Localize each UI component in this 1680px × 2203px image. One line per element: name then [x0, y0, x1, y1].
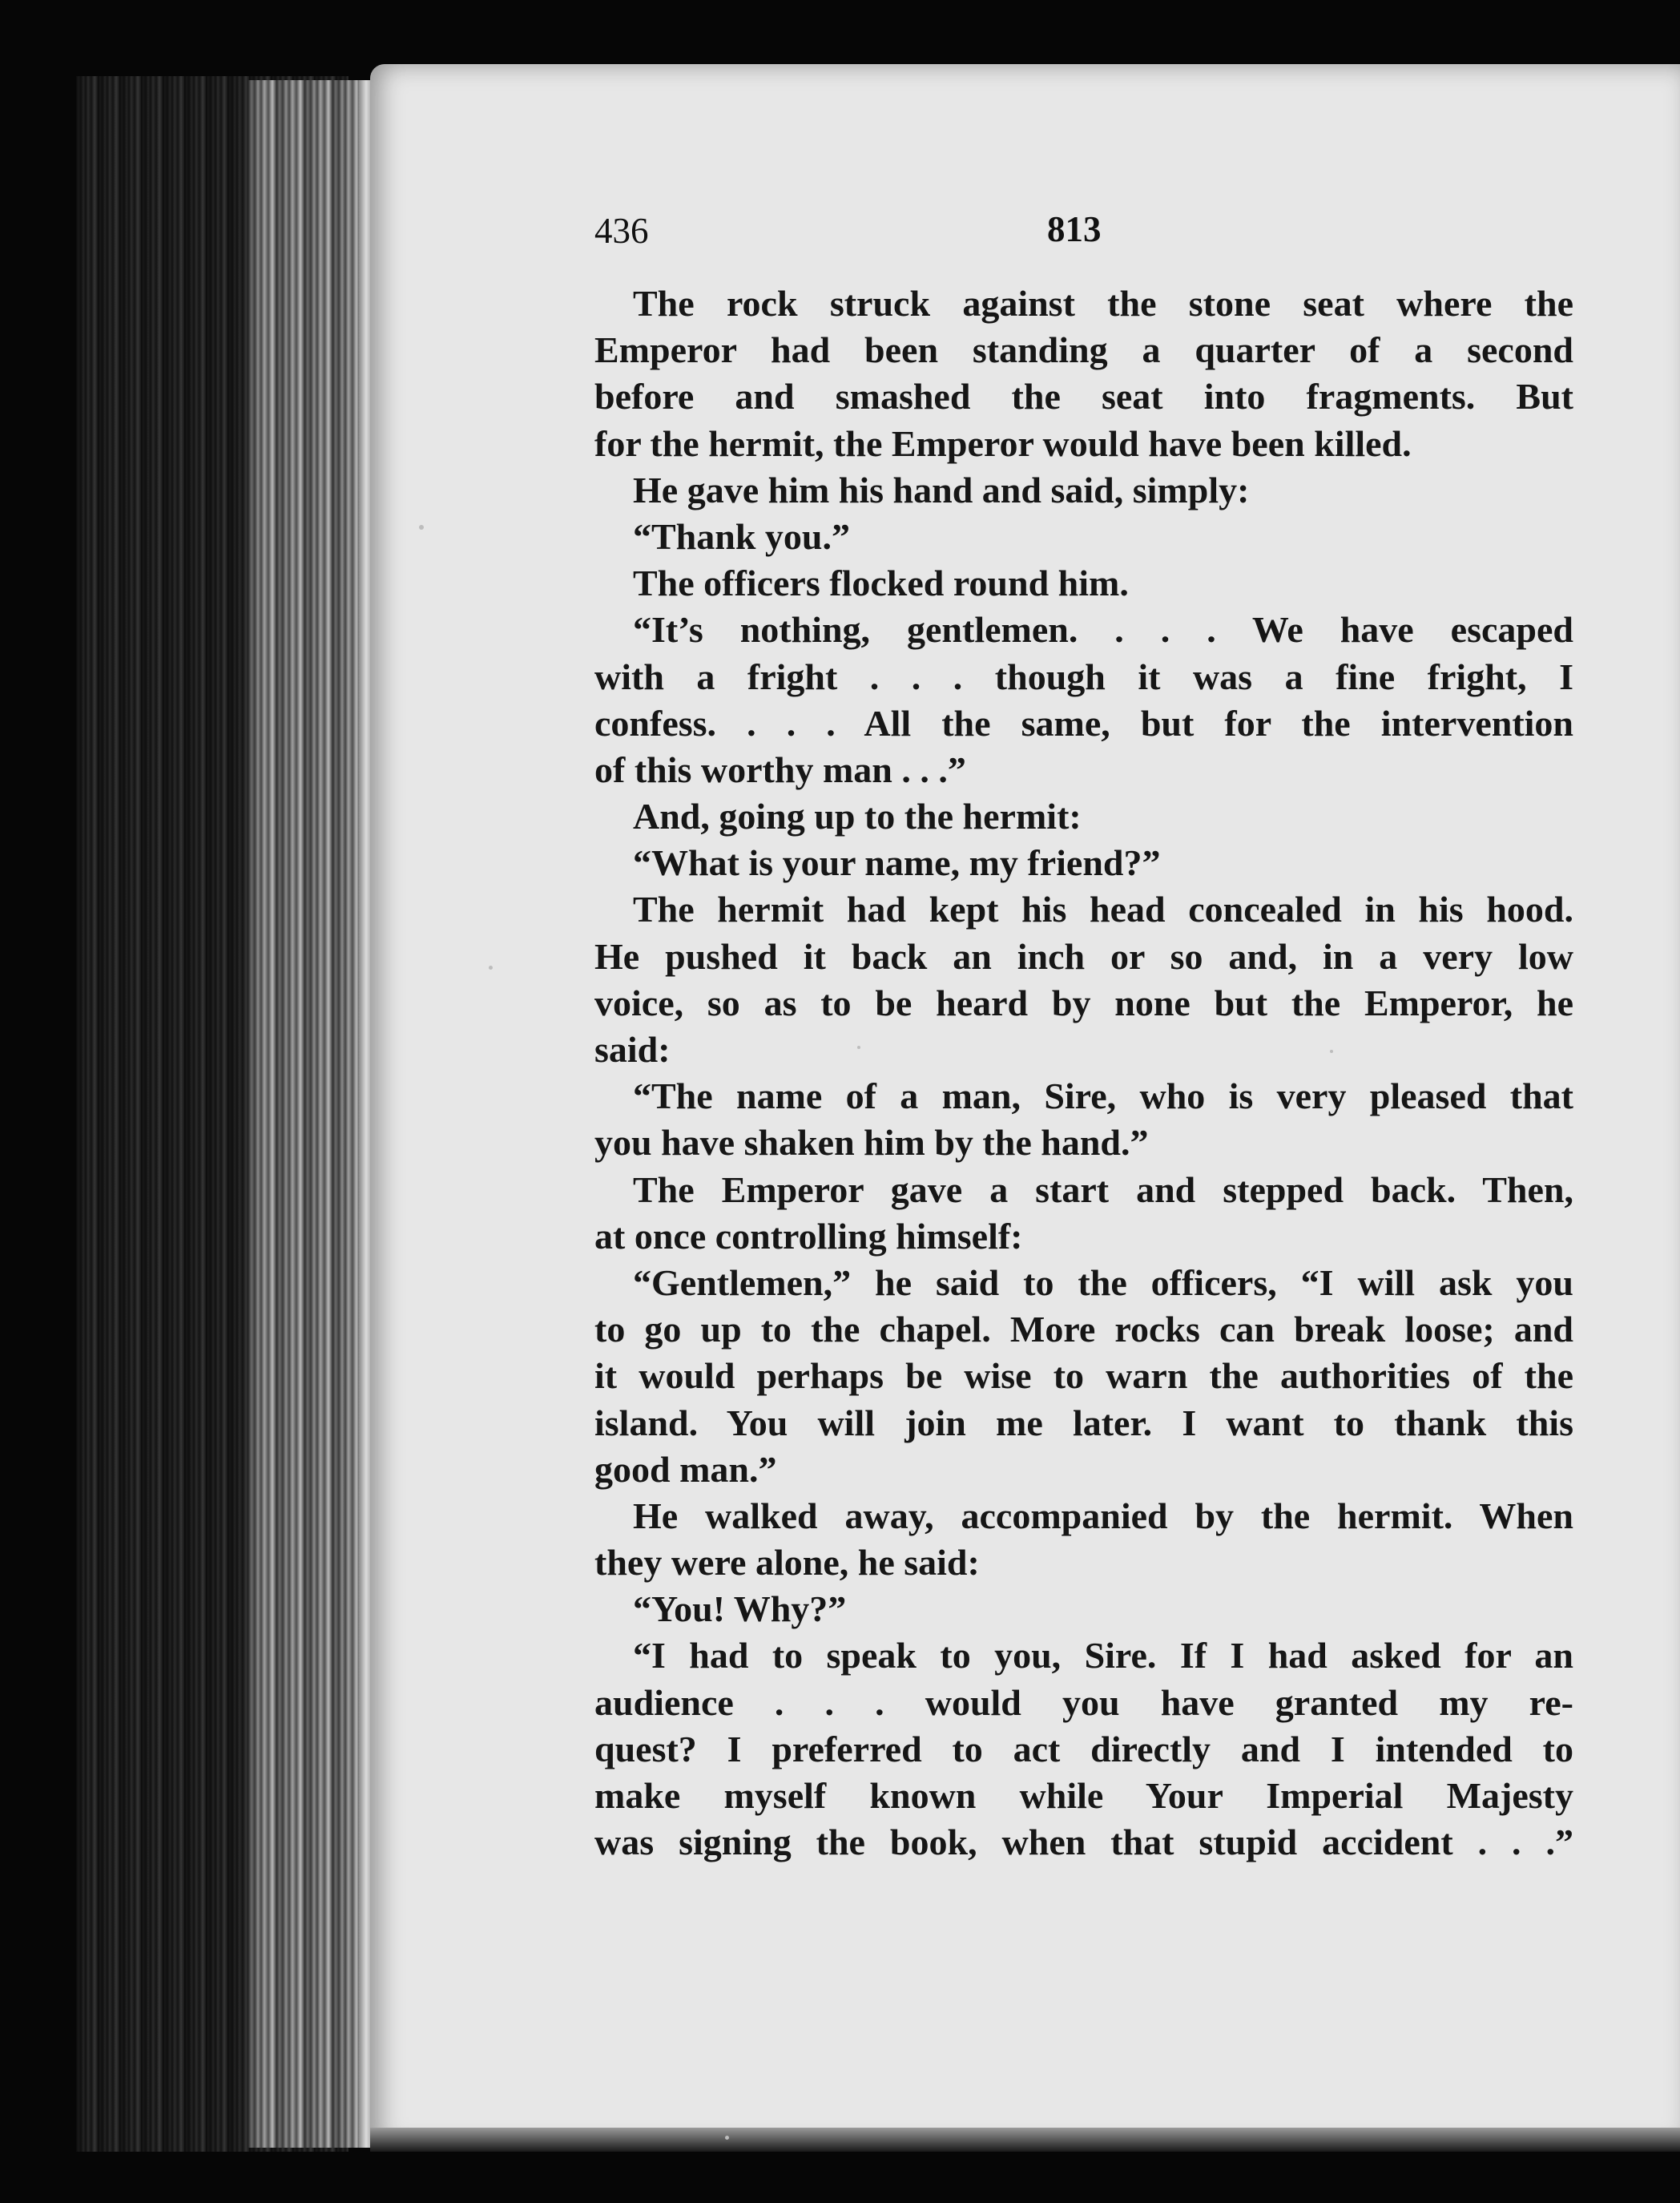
text-line: with a fright . . . though it was a fine fright, I — [594, 656, 1573, 697]
text-line: The Emperor gave a start and stepped back. Then, — [633, 1168, 1573, 1210]
text-line: And, going up to the hermit: — [633, 796, 1082, 837]
page-number: 436 — [594, 211, 649, 251]
dust-speck — [725, 2136, 729, 2140]
text-line: “Thank you.” — [633, 515, 851, 557]
text-line: make myself known while Your Imperial Majesty — [594, 1775, 1573, 1816]
text-line: at once controlling himself: — [594, 1215, 1023, 1257]
text-line: was signing the book, when that stupid accident . . .” — [594, 1822, 1573, 1863]
text-line: “Gentlemen,” he said to the officers, “I will ask you — [633, 1261, 1573, 1303]
text-line: audience . . . would you have granted my re- — [594, 1681, 1573, 1723]
text-line: The rock struck against the stone seat where the — [633, 283, 1573, 324]
text-line: The officers flocked round him. — [633, 563, 1129, 604]
text-line: of this worthy man . . .” — [594, 748, 966, 790]
text-line: “I had to speak to you, Sire. If I had asked for an — [633, 1635, 1573, 1676]
text-line: Emperor had been standing a quarter of a second — [594, 329, 1573, 371]
section-number: 813 — [1047, 209, 1102, 249]
text-line: quest? I preferred to act directly and I intended to — [594, 1728, 1573, 1769]
text-line: confess. . . . All the same, but for the intervention — [594, 702, 1573, 744]
text-line: you have shaken him by the hand.” — [594, 1122, 1149, 1164]
page-header — [594, 209, 1102, 266]
dust-speck — [1330, 1050, 1333, 1053]
dust-speck — [489, 966, 493, 970]
text-line: voice, so as to be heard by none but the Emperor, he — [594, 982, 1573, 1023]
text-line: for the hermit, the Emperor would have been killed. — [594, 422, 1412, 464]
text-line: He pushed it back an inch or so and, in a very low — [594, 935, 1573, 977]
text-line: The hermit had kept his head concealed in his hood. — [633, 889, 1573, 930]
body-text — [594, 280, 1573, 1866]
text-line: before and smashed the seat into fragments. But — [594, 376, 1573, 418]
dust-speck — [857, 1046, 860, 1049]
text-line: “The name of a man, Sire, who is very pleased that — [633, 1075, 1573, 1117]
text-line: “It’s nothing, gentlemen. . . . We have escaped — [633, 609, 1573, 651]
text-line: He gave him his hand and said, simply: — [633, 469, 1250, 510]
text-line: good man.” — [594, 1448, 777, 1490]
text-line: they were alone, he said: — [594, 1542, 980, 1584]
text-line: He walked away, accompanied by the hermit. When — [633, 1495, 1573, 1536]
dust-speck — [419, 525, 424, 530]
page-bottom-shadow — [370, 2128, 1680, 2152]
text-line: “You! Why?” — [633, 1588, 847, 1630]
text-line: island. You will join me later. I want to thank this — [594, 1402, 1573, 1443]
text-line: said: — [594, 1029, 671, 1070]
text-line: it would perhaps be wise to warn the authorities of the — [594, 1355, 1573, 1397]
page-edges-highlight — [248, 80, 361, 2148]
text-line: to go up to the chapel. More rocks can break loose; and — [594, 1309, 1573, 1350]
text-line: “What is your name, my friend?” — [633, 842, 1161, 884]
